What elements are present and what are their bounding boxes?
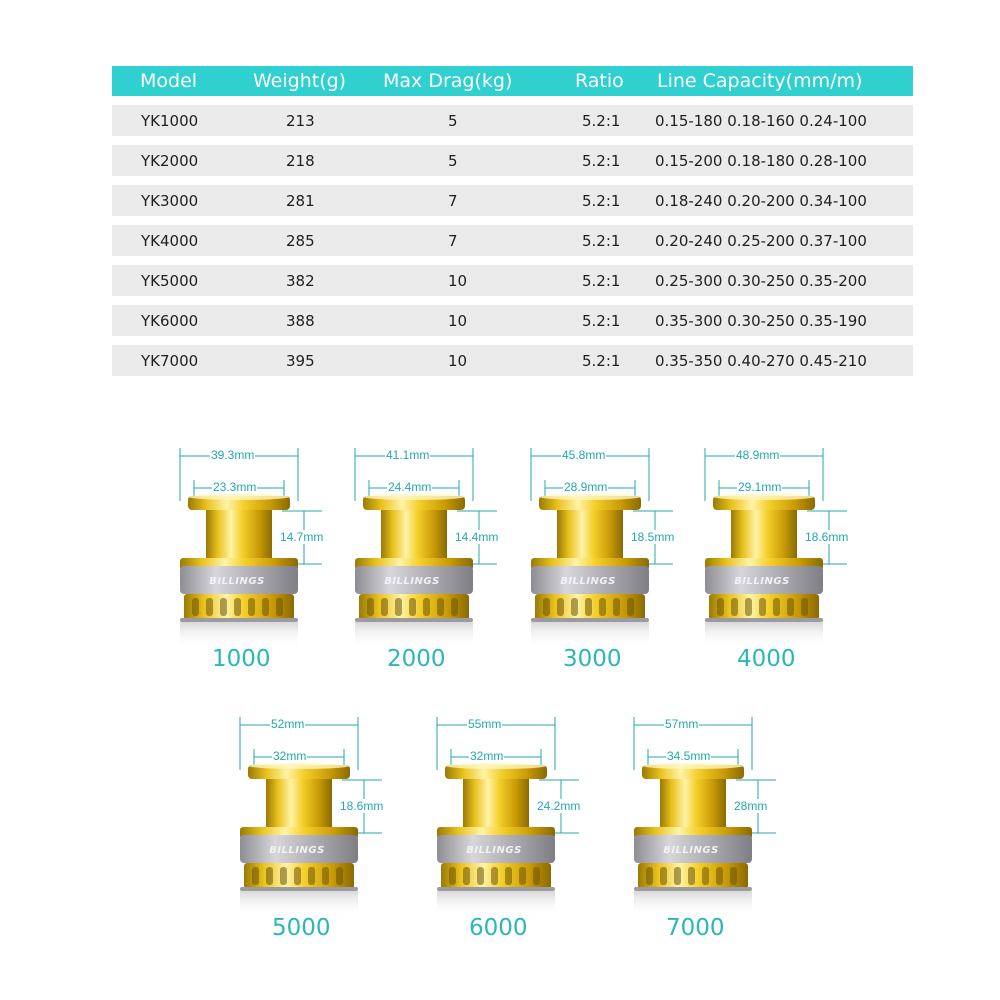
cell-line-capacity: 0.20-240 0.25-200 0.37-100	[655, 232, 867, 250]
inner-diameter-label: 24.4mm	[388, 480, 432, 494]
spool-size-label: 2000	[387, 646, 446, 672]
brand-logo: BILLINGS	[663, 845, 719, 856]
cell-max-drag: 10	[448, 312, 468, 330]
outer-diameter-label: 57mm	[665, 717, 699, 731]
table-row	[112, 225, 913, 256]
table-header	[112, 66, 913, 96]
table-row	[112, 305, 913, 336]
cell-line-capacity: 0.25-300 0.30-250 0.35-200	[655, 272, 867, 290]
base-rim	[705, 618, 823, 622]
skirt-vent	[322, 867, 329, 885]
skirt-vent	[688, 867, 695, 885]
skirt-vent	[674, 867, 681, 885]
cell-ratio: 5.2:1	[582, 232, 621, 250]
spool-illustration	[433, 715, 623, 955]
skirt-vent	[437, 598, 444, 616]
table-row	[112, 145, 913, 176]
height-label: 18.6mm	[805, 530, 849, 544]
header-line-capacity: Line Capacity(mm/m)	[657, 70, 863, 92]
skirt-vent	[234, 598, 241, 616]
inner-diameter-label: 23.3mm	[213, 480, 257, 494]
top-flange-rim	[446, 763, 546, 769]
inner-diameter-label: 32mm	[470, 749, 504, 763]
outer-diameter-label: 48.9mm	[736, 448, 780, 462]
spool-size-label: 4000	[737, 646, 796, 672]
outer-diameter-label: 41.1mm	[386, 448, 430, 462]
brand-logo: BILLINGS	[734, 576, 790, 587]
skirt-vent	[505, 867, 512, 885]
height-label: 28mm	[734, 799, 768, 813]
spool-reflection	[437, 891, 555, 917]
skirt-vent	[627, 598, 634, 616]
spool-illustration	[236, 715, 426, 955]
inner-diameter-label: 29.1mm	[738, 480, 782, 494]
brand-logo: BILLINGS	[560, 576, 616, 587]
skirt-vent	[266, 867, 273, 885]
cell-model: YK4000	[141, 232, 199, 250]
skirt-vent	[801, 598, 808, 616]
height-label: 18.5mm	[631, 530, 675, 544]
table-row	[112, 265, 913, 296]
spool-6000	[433, 715, 623, 955]
skirt-vent	[248, 598, 255, 616]
cell-max-drag: 5	[448, 112, 458, 130]
spool-4000	[701, 446, 891, 686]
skirt-vent	[423, 598, 430, 616]
cell-line-capacity: 0.15-180 0.18-160 0.24-100	[655, 112, 867, 130]
cell-weight: 388	[286, 312, 315, 330]
brand-logo: BILLINGS	[209, 576, 265, 587]
brand-logo: BILLINGS	[466, 845, 522, 856]
skirt-vent	[252, 867, 259, 885]
height-label: 18.6mm	[340, 799, 384, 813]
outer-diameter-label: 45.8mm	[562, 448, 606, 462]
spool-size-label: 1000	[212, 646, 271, 672]
spool-size-label: 3000	[563, 646, 622, 672]
base-rim	[634, 887, 752, 891]
cell-max-drag: 7	[448, 192, 458, 210]
inner-diameter-label: 28.9mm	[564, 480, 608, 494]
spool-reflection	[705, 622, 823, 648]
spool-illustration	[630, 715, 820, 955]
base-rim	[240, 887, 358, 891]
cell-line-capacity: 0.35-350 0.40-270 0.45-210	[655, 352, 867, 370]
skirt-vent	[543, 598, 550, 616]
base-rim	[180, 618, 298, 622]
cell-ratio: 5.2:1	[582, 352, 621, 370]
skirt-vent	[585, 598, 592, 616]
top-flange-rim	[364, 494, 464, 500]
spool-7000	[630, 715, 820, 955]
brand-logo: BILLINGS	[384, 576, 440, 587]
skirt-vent	[206, 598, 213, 616]
skirt-vent	[571, 598, 578, 616]
skirt-vent	[367, 598, 374, 616]
spec-table	[112, 66, 913, 376]
skirt-vent	[409, 598, 416, 616]
cell-model: YK7000	[141, 352, 199, 370]
header-ratio: Ratio	[575, 70, 624, 92]
spool-reflection	[634, 891, 752, 917]
outer-diameter-label: 52mm	[271, 717, 305, 731]
top-flange-rim	[189, 494, 289, 500]
skirt-vent	[519, 867, 526, 885]
spool-reflection	[180, 622, 298, 648]
spool-size-label: 5000	[272, 915, 331, 941]
skirt-vent	[220, 598, 227, 616]
top-flange-rim	[714, 494, 814, 500]
skirt-vent	[745, 598, 752, 616]
skirt-vent	[294, 867, 301, 885]
cell-line-capacity: 0.35-300 0.30-250 0.35-190	[655, 312, 867, 330]
cell-model: YK5000	[141, 272, 199, 290]
spool-arbor	[206, 510, 272, 562]
cell-model: YK2000	[141, 152, 199, 170]
spool-illustration	[701, 446, 891, 686]
spool-arbor	[266, 779, 332, 831]
skirt-vent	[280, 867, 287, 885]
inner-diameter-label: 34.5mm	[667, 749, 711, 763]
header-max-drag: Max Drag(kg)	[383, 70, 513, 92]
skirt-vent	[730, 867, 737, 885]
table-body	[112, 105, 913, 376]
spool-2000	[351, 446, 541, 686]
top-flange-rim	[643, 763, 743, 769]
skirt-vent	[491, 867, 498, 885]
skirt-vent	[449, 867, 456, 885]
top-flange-rim	[540, 494, 640, 500]
cell-weight: 218	[286, 152, 315, 170]
outer-diameter-label: 39.3mm	[211, 448, 255, 462]
cell-weight: 281	[286, 192, 315, 210]
height-label: 24.2mm	[537, 799, 581, 813]
inner-diameter-label: 32mm	[273, 749, 307, 763]
spool-3000	[527, 446, 717, 686]
skirt-vent	[759, 598, 766, 616]
spool-reflection	[355, 622, 473, 648]
header-weight: Weight(g)	[253, 70, 347, 92]
skirt-vent	[276, 598, 283, 616]
cell-weight: 382	[286, 272, 315, 290]
spool-arbor	[463, 779, 529, 831]
skirt-vent	[192, 598, 199, 616]
spool-illustration	[527, 446, 717, 686]
cell-ratio: 5.2:1	[582, 152, 621, 170]
skirt-vent	[557, 598, 564, 616]
cell-weight: 395	[286, 352, 315, 370]
cell-line-capacity: 0.18-240 0.20-200 0.34-100	[655, 192, 867, 210]
height-label: 14.4mm	[455, 530, 499, 544]
skirt-vent	[702, 867, 709, 885]
skirt-vent	[463, 867, 470, 885]
spool-size-label: 6000	[469, 915, 528, 941]
spool-arbor	[381, 510, 447, 562]
skirt-vent	[717, 598, 724, 616]
cell-line-capacity: 0.15-200 0.18-180 0.28-100	[655, 152, 867, 170]
spool-reflection	[531, 622, 649, 648]
skirt-vent	[787, 598, 794, 616]
cell-ratio: 5.2:1	[582, 272, 621, 290]
cell-ratio: 5.2:1	[582, 192, 621, 210]
skirt-vent	[533, 867, 540, 885]
base-rim	[531, 618, 649, 622]
spool-reflection	[240, 891, 358, 917]
cell-weight: 213	[286, 112, 315, 130]
spool-illustration	[176, 446, 366, 686]
spool-arbor	[731, 510, 797, 562]
cell-max-drag: 10	[448, 352, 468, 370]
skirt-vent	[395, 598, 402, 616]
cell-weight: 285	[286, 232, 315, 250]
top-flange-rim	[249, 763, 349, 769]
cell-max-drag: 5	[448, 152, 458, 170]
spool-arbor	[660, 779, 726, 831]
cell-model: YK6000	[141, 312, 199, 330]
skirt-vent	[381, 598, 388, 616]
spool-illustration	[351, 446, 541, 686]
skirt-vent	[451, 598, 458, 616]
spool-arbor	[557, 510, 623, 562]
cell-model: YK1000	[141, 112, 199, 130]
spool-size-label: 7000	[666, 915, 725, 941]
cell-ratio: 5.2:1	[582, 112, 621, 130]
skirt-vent	[308, 867, 315, 885]
spool-5000	[236, 715, 426, 955]
skirt-vent	[262, 598, 269, 616]
height-label: 14.7mm	[280, 530, 324, 544]
table-row	[112, 185, 913, 216]
skirt-vent	[773, 598, 780, 616]
base-rim	[437, 887, 555, 891]
cell-ratio: 5.2:1	[582, 312, 621, 330]
skirt-vent	[716, 867, 723, 885]
skirt-vent	[660, 867, 667, 885]
cell-model: YK3000	[141, 192, 199, 210]
outer-diameter-label: 55mm	[468, 717, 502, 731]
table-row	[112, 105, 913, 136]
cell-max-drag: 7	[448, 232, 458, 250]
skirt-vent	[599, 598, 606, 616]
skirt-vent	[731, 598, 738, 616]
header-model: Model	[140, 70, 198, 92]
skirt-vent	[477, 867, 484, 885]
skirt-vent	[613, 598, 620, 616]
table-row	[112, 345, 913, 376]
skirt-vent	[336, 867, 343, 885]
cell-max-drag: 10	[448, 272, 468, 290]
brand-logo: BILLINGS	[269, 845, 325, 856]
skirt-vent	[646, 867, 653, 885]
base-rim	[355, 618, 473, 622]
spool-1000	[176, 446, 366, 686]
